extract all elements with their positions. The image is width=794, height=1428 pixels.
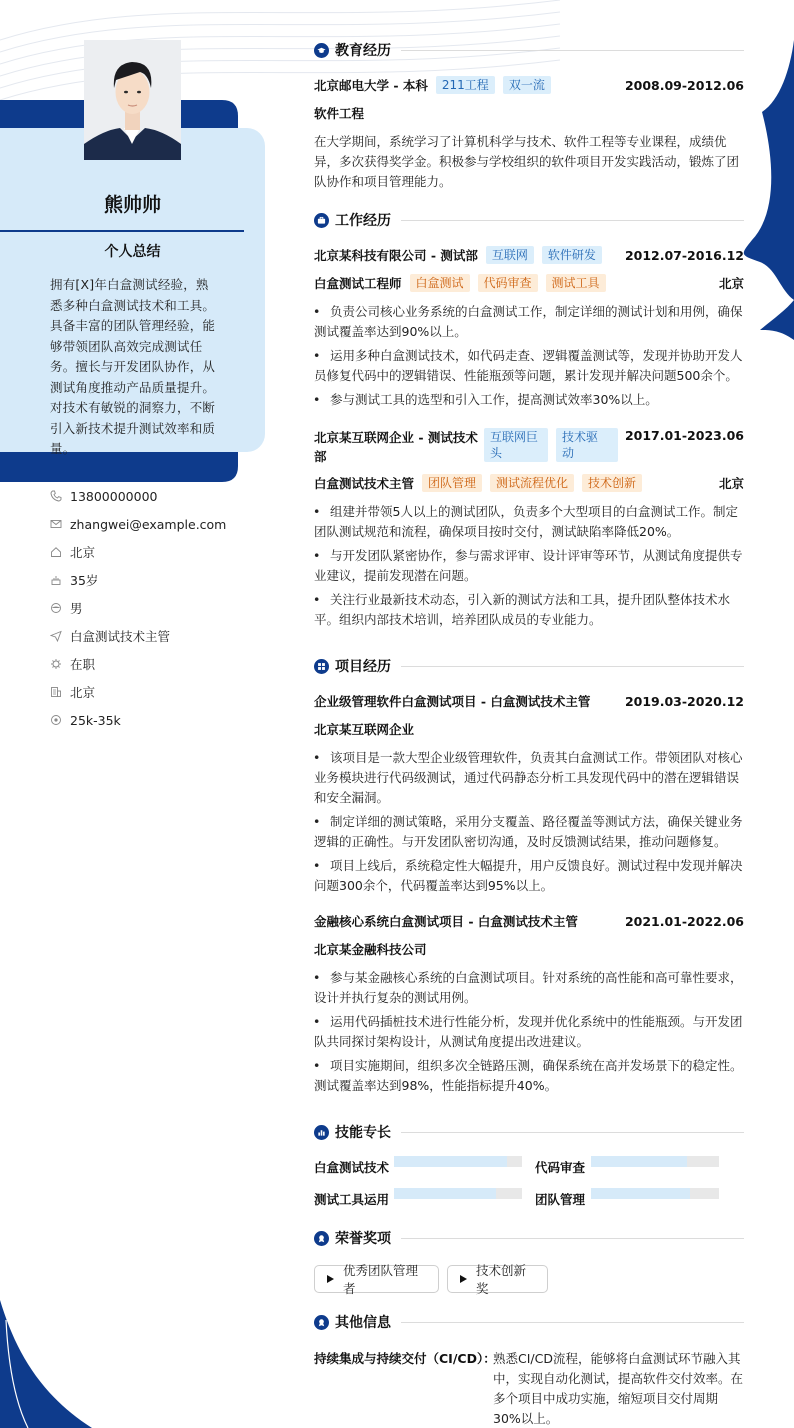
- grid-icon: [314, 659, 329, 674]
- status-icon: [50, 657, 70, 671]
- list-item: • 负责公司核心业务系统的白盒测试工作，制定详细的测试计划和用例，确保测试覆盖率达到90%以上。: [314, 302, 744, 342]
- company-tag: 技术驱 动: [556, 428, 618, 462]
- section-divider: [401, 1238, 744, 1239]
- contact-gender: [50, 594, 265, 622]
- contact-position: [50, 622, 265, 650]
- section-title: 其他信息: [335, 1315, 391, 1331]
- section-divider: [401, 220, 744, 221]
- contact-text: 白盒测试技术主管: [70, 629, 171, 644]
- work-header: [314, 246, 744, 264]
- project-bullets: [314, 968, 744, 1100]
- role-tag: 团队管理: [422, 474, 482, 492]
- summary-title: 个人总结: [104, 244, 161, 260]
- sidebar: [0, 0, 270, 1428]
- avatar-portrait: [84, 40, 181, 160]
- section-other: [314, 1312, 744, 1332]
- profile-photo: [84, 40, 181, 160]
- salary-icon: [50, 713, 70, 727]
- skill-item: [314, 1190, 389, 1208]
- project-title: 金融核心系统白盒测试项目 - 白盒测试技术主管: [314, 914, 578, 929]
- phone-icon: [50, 489, 70, 503]
- mail-icon: [50, 517, 70, 531]
- skill-name: 代码审查: [535, 1160, 586, 1175]
- section-projects: [314, 656, 744, 676]
- role-tag: 代码审查: [478, 274, 538, 292]
- candidate-name: 熊帅帅: [103, 194, 161, 216]
- medal-icon: [314, 1231, 329, 1246]
- other-text: 熟悉CI/CD流程，能够将白盒测试环节融入其中，实现自动化测试，提高软件交付效率。在多个项目中成功实施，缩短项目交付周期30%以上。: [493, 1351, 744, 1426]
- award-name: 技术创新奖: [476, 1263, 527, 1296]
- project-org: 北京某互联网企业: [314, 722, 415, 737]
- contact-list: [50, 482, 265, 734]
- project-bullets: [314, 748, 744, 900]
- work-role-row: [314, 474, 744, 492]
- project-header: [314, 692, 744, 710]
- list-item: • 参与测试工具的选型和引入工作，提高测试效率30%以上。: [314, 390, 744, 410]
- name-divider: [0, 230, 244, 232]
- skill-item: [314, 1158, 389, 1176]
- contact-text: 35岁: [70, 573, 99, 588]
- skill-bar-fill: [591, 1188, 690, 1199]
- list-item: • 项目上线后，系统稳定性大幅提升，用户反馈良好。测试过程中发现并解决问题300余个，代码覆盖率达到95%以上。: [314, 856, 744, 896]
- list-item: • 运用代码插桩技术进行性能分析，发现并优化系统中的性能瓶颈。与开发团队共同探讨架构设计，从测试角度提出改进建议。: [314, 1012, 744, 1052]
- project-org-row: [314, 720, 744, 738]
- section-work: [314, 210, 744, 230]
- bar-chart-icon: [314, 1125, 329, 1140]
- skill-name: 团队管理: [535, 1192, 586, 1207]
- contact-status: [50, 650, 265, 678]
- list-item: • 运用多种白盒测试技术，如代码走查、逻辑覆盖测试等，发现并协助开发人员修复代码中的逻辑错误、性能瓶颈等问题，累计发现并解决问题500余个。: [314, 346, 744, 386]
- skill-name: 测试工具运用: [314, 1192, 390, 1207]
- skill-bar-track: [394, 1188, 522, 1199]
- contact-age: [50, 566, 265, 594]
- edu-tag: 双一流: [503, 76, 551, 94]
- project-header: [314, 912, 744, 930]
- skill-bar-fill: [394, 1188, 496, 1199]
- section-title: 荣誉奖项: [335, 1231, 391, 1247]
- home-icon: [50, 545, 70, 559]
- skill-bar-fill: [591, 1156, 687, 1167]
- list-item: • 制定详细的测试策略，采用分支覆盖、路径覆盖等测试方法，确保关键业务逻辑的正确性。与开发团队密切沟通，及时反馈测试结果，推动问题修复。: [314, 812, 744, 852]
- role-tag: 技术创新: [582, 474, 642, 492]
- section-title: 教育经历: [335, 43, 391, 59]
- skill-name: 白盒测试技术: [314, 1160, 390, 1175]
- contact-text: 13800000000: [70, 488, 158, 504]
- skill-bar-fill: [394, 1156, 507, 1167]
- briefcase-icon: [314, 213, 329, 228]
- award-badge: [314, 1263, 439, 1296]
- section-skills: [314, 1122, 744, 1142]
- list-item: • 组建并带领5人以上的测试团队，负责多个大型项目的白盒测试工作。制定团队测试规范和流程，确保项目按时交付，测试缺陷率降低20%。: [314, 502, 744, 542]
- work-header: [314, 428, 744, 466]
- info-icon: [314, 1315, 329, 1330]
- work-role-row: [314, 274, 744, 292]
- section-divider: [401, 50, 744, 51]
- skill-bar-track: [394, 1156, 522, 1167]
- cake-icon: [50, 573, 70, 587]
- award-name: 优秀团队管理者: [343, 1263, 419, 1296]
- education-description: 在大学期间，系统学习了计算机科学与技术、软件工程等专业课程，成绩优异，多次获得奖学金。积极参与学校组织的软件项目开发实践活动，锻炼了团队协作和项目管理能力。: [314, 134, 740, 189]
- list-item: • 该项目是一款大型企业级管理软件，负责其白盒测试工作。带领团队对核心业务模块进行代码级测试，通过代码静态分析工具发现代码中的潜在逻辑错误和安全漏洞。: [314, 748, 744, 808]
- summary-text: 拥有[X]年白盒测试经验，熟悉多种白盒测试技术和工具。具备丰富的团队管理经验，能够带领团队高效完成测试任务。擅长与开发团队协作，从测试角度推动产品质量提升。对技术有敏锐的洞察力，不断引入新技术提升测试效率和质量。: [50, 277, 216, 456]
- contact-text: 北京: [70, 545, 96, 560]
- section-awards: [314, 1228, 744, 1248]
- contact-phone: [50, 482, 265, 510]
- contact-text: 在职: [70, 657, 96, 672]
- contact-text: 北京: [70, 685, 96, 700]
- section-divider: [401, 1132, 744, 1133]
- job-title: 白盒测试技术主管: [314, 476, 415, 491]
- contact-text: 25k-35k: [70, 712, 121, 728]
- edu-tag: 211工程: [436, 76, 495, 94]
- work-bullets: [314, 502, 744, 634]
- education-header: [314, 76, 744, 94]
- contact-text: zhangwei@example.com: [70, 516, 227, 532]
- send-icon: [50, 629, 70, 643]
- gender-icon: [50, 601, 70, 615]
- list-item: • 项目实施期间，组织多次全链路压测，确保系统在高并发场景下的稳定性。测试覆盖率达到98%，性能指标提升40%。: [314, 1056, 744, 1096]
- work-date: 2012.07-2016.12: [624, 247, 744, 263]
- work-date: 2017.01-2023.06: [624, 428, 744, 443]
- skill-bar-track: [591, 1156, 719, 1167]
- company-tag: 互联网: [486, 246, 534, 264]
- section-education: [314, 40, 744, 60]
- edu-date: 2008.09-2012.06: [624, 77, 744, 93]
- building-icon: [50, 685, 70, 699]
- work-bullets: [314, 302, 744, 414]
- work-city: 北京: [718, 276, 744, 291]
- contact-city: [50, 678, 265, 706]
- school-name: 北京邮电大学 - 本科: [314, 78, 428, 93]
- role-tag: 白盒测试: [410, 274, 470, 292]
- work-city: 北京: [718, 476, 744, 491]
- project-title: 企业级管理软件白盒测试项目 - 白盒测试技术主管: [314, 694, 591, 709]
- play-icon: [460, 1275, 467, 1283]
- company-tag: 软件研发: [542, 246, 602, 264]
- section-divider: [401, 1322, 744, 1323]
- role-tag: 测试流程优化: [490, 474, 574, 492]
- project-date: 2019.03-2020.12: [624, 693, 744, 709]
- project-date: 2021.01-2022.06: [624, 913, 744, 929]
- list-item: • 与开发团队紧密协作，参与需求评审、设计评审等环节，从测试角度提供专业建议，提前发现潜在问题。: [314, 546, 744, 586]
- skill-item: [535, 1158, 585, 1176]
- project-org: 北京某金融科技公司: [314, 942, 427, 957]
- other-label: 持续集成与持续交付（CI/CD）：: [314, 1351, 496, 1366]
- graduation-cap-icon: [314, 43, 329, 58]
- list-item: • 参与某金融核心系统的白盒测试项目。针对系统的高性能和高可靠性要求，设计并执行复杂的测试用例。: [314, 968, 744, 1008]
- section-divider: [401, 666, 744, 667]
- section-title: 技能专长: [335, 1125, 391, 1141]
- education-major-row: [314, 104, 744, 122]
- section-title: 项目经历: [335, 659, 391, 675]
- project-org-row: [314, 940, 744, 958]
- contact-location: [50, 538, 265, 566]
- contact-email: [50, 510, 265, 538]
- job-title: 白盒测试工程师: [314, 276, 402, 291]
- company-tag: 互联网巨 头: [484, 428, 548, 462]
- role-tag: 测试工具: [546, 274, 606, 292]
- play-icon: [327, 1275, 334, 1283]
- major: 软件工程: [314, 106, 365, 121]
- skill-bar-track: [591, 1188, 719, 1199]
- company-name: 北京某科技有限公司 - 测试部: [314, 248, 478, 263]
- company-name: 北京某互联网企业 - 测试技术 部: [314, 430, 478, 464]
- contact-salary: [50, 706, 265, 734]
- section-title: 工作经历: [335, 213, 391, 229]
- award-badge: [447, 1263, 548, 1296]
- list-item: • 关注行业最新技术动态，引入新的测试方法和工具，提升团队整体技术水平。组织内部技术培训，培养团队成员的专业能力。: [314, 590, 744, 630]
- contact-text: 男: [70, 601, 83, 616]
- skill-item: [535, 1190, 585, 1208]
